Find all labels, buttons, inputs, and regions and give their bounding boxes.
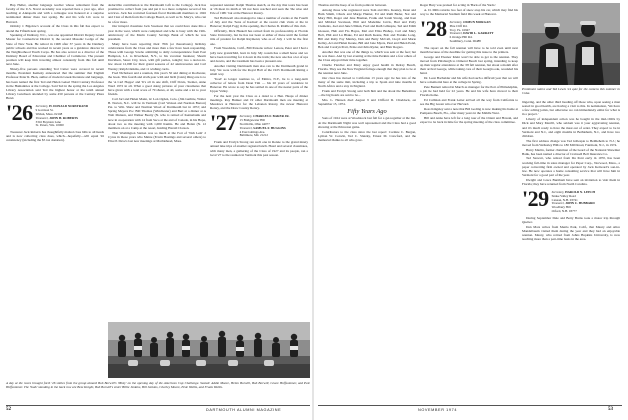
address-line: Troy, Pa. 16947 [449, 27, 470, 32]
class-header-1929 [522, 186, 620, 214]
paragraph: Bill and Anna have left for a long tour of the Orient and Hawaii, and expect to be back in time for the spring meeting of the class committee. [420, 115, 518, 125]
paragraph: Ted Stewart, who retired from Du Pont early in 1970, has been working full-time in sales manager for Paper Corp., Norwood, Mass., a paper converting firm owned and operated by Jack Kenward's son-in-law. He now operates a home consulting service that will have him in Vermont for a good part of the year. [522, 156, 620, 178]
paragraph: Hap Heller, another language teacher whose retirement from the faculty of the U.S. Naval Academy was reported here a year ago, after teaching at Annapolis and with a colleague was honored at a surprise testimonial dinner there last spring. He and his wife Lib were in Harvard. [6, 3, 104, 24]
photo-caption: A day at the races brought forth '26 smiles from the group aboard Bob Borwill's 'Misty' on the opening day of the American Cup Challenge. Seated: Addie Moore, Helen Borwill, Bob Borwill, Grace Hoffsommer, and Pete Hoffsommer. The 'Suds' standing in the back row are Bess Knight, Bob Borwill's sister Billie Jenkins, Bill Jenkins, Charley Moore, Elsie Wallis, and Frank Wallis. [6, 381, 310, 390]
address-line: Stormville, Ohio 44077 [239, 122, 270, 127]
paragraph: Treasurer Jack Roberts has thoughtfully mailed class bills to all heads and is now collecting class dues, which—hopefully—will equal '26 consistency (including the $5 tax donation). [6, 130, 104, 143]
paragraph: Ross Kingsley sent a note that Bill Goding is now making his home at Pompano Beach, Fla., after many years in the Middle West. [420, 107, 518, 116]
treasurer-label: Treasurer, [239, 125, 253, 130]
class-officers [450, 19, 494, 44]
paragraph: Ormsby J. Bigelow's account of the Class in this fall has expect to attend the Fiftieth next spring. [6, 24, 104, 33]
treasurer-label: Treasurer, [35, 115, 49, 120]
treasurer-name: JOHN H. ROBERTS [49, 115, 79, 120]
paragraph: requested reunion: Ralph Thomas sketch, as the day that tours has been at '26 meet its ninth at '26 not have reached and seen the 'the wise and Erle of 1981' but at the Hanover Rotary. [210, 3, 308, 16]
photo-caption: Prominent native and Ted Lewis '24 quiz for the camera this summer in Cuba. [522, 87, 620, 96]
paragraph: Charlie Fletcher and Mary enjoy good health in Delray Beach, Florida. They see the New England foliage enough that they plan to be at the reunion next June. [318, 62, 416, 76]
secretary-name: HAROLD N. LEECH [565, 190, 595, 195]
secretary-label: Secretary, [449, 20, 463, 25]
running-head: NOVEMBER 1974 [418, 407, 458, 412]
secretary-name: CHARLES F. BAKER JR. [253, 114, 290, 119]
address-line: Orford, N.H. 03777 [551, 209, 577, 214]
page-gutter [312, 0, 314, 420]
paragraph: Ted Hallowell also managed to take a number of events at the Fourth of July and the 'Sons of Kedron' at the recent club visits at the in Hanover; Ralph Fogg in the opening, the Charles D. Riddle of this club. [210, 16, 308, 29]
paragraph: Another visiting Dartmouth man also ran to the Dartmouth grand in July. We were with for the Royal Hall of the 1925 Dartmouth Rating a small way. [210, 63, 308, 76]
paragraph: That Washington Station was so much at the Fort of 'Nah Lem' 2 Cyrus in those years who Maine (Erwin Hastings and several others) to Eliot P. Dave's last new meetings at Marblehead, Mass. [108, 130, 206, 143]
paragraph: Dr. Leon Bachelder and his wife had such a difficult year that we will have a memorial here at the college in Spring. [420, 76, 518, 85]
treasurer-label: Treasurer, [551, 201, 565, 206]
paragraph: Ed Cullinan and Frank Leiter arrived all the way from California to see the Big Green win over Harvard. [420, 98, 518, 107]
paragraph: During September Dale and Betty Burns took a motor trip through Quebec. [522, 215, 620, 225]
address-line: Snake Valley Road [551, 193, 576, 198]
secretary-name: H. DONALD NORSTRAND [49, 104, 89, 109]
paragraph: Carl Jarl and Helen Mann, tic Lon Ogden, Colo. (Jim Guthrie, Walter B. Norton, N.C. will be in Vermont (Carl Watson and Norman Barron) Pat. to Wm. Shaw and Norman Wood of Dartmouth but in 1972; and Spring Meyers Pa.: Bill Thomas (Winchester) and Bert at a dinner at A Walt Manton, and Walker Beatty (N. who is retired of Kennebunk and now in cooperation with 14 from Saco at the end of Canada, in his Hope, about two as the meeting with 1,000 Kumis. He and Helen (N. 12 members on at a Camp at the resort, holding Harald Clarson. [108, 96, 206, 130]
class-year: '29 [522, 186, 549, 212]
class-header-1927 [210, 110, 308, 138]
address-line: 3316 Boynton Lane [35, 119, 61, 124]
secretary-label: Secretary, [239, 114, 253, 119]
paragraph: Frank and Evelyn Strong sent both him and me about the Berkshires—the big hotels are said to be... [318, 89, 416, 98]
address-line: Pine Cliff Rd. [449, 23, 468, 28]
address-line: 9 Garrison St. [35, 108, 54, 113]
footer-rule [6, 405, 310, 406]
footer-rule [318, 405, 622, 406]
page-number: 53 [608, 407, 613, 412]
address-line: St. Peters, Wis. 10000 [35, 123, 64, 128]
left-column-3 [210, 3, 308, 321]
class-header-1926 [6, 100, 104, 128]
page-number: 52 [6, 407, 11, 412]
right-column-2 [420, 3, 518, 403]
paragraph: Another that was one of the things to, which was sent at the feet; but he was there. And by last evening at the time Perkins and a few others of the Class enjoyed their time together. [318, 49, 416, 63]
class-year: '28 [420, 16, 447, 42]
right-column-3 [522, 100, 620, 400]
class-header-1928 [420, 16, 518, 44]
paragraph: A. D. Mills returns two feet of snow atop his car, which may find his way to the Memorial Stadium field this week at Hanover. [420, 7, 518, 16]
paragraph: Thomas and the hoop of us from points in between. [318, 3, 387, 7]
paragraph: Liberty of independent action was he bought in the mid-1920s by Dick and Mary Merrill, who seldom was it your aggravating reunion, and it's much ready to have the meat out of order. They expect to be in Vermont and N.J., and eight months in Bethlehem, N.J., and have two children. [522, 117, 620, 138]
paragraph: Officially, Dick Haskell has retired from its professorship at Florida State University, but he has not been at either of these until the formal title of prudent for Ralph Raymond, who as of July 1 will be the first one. [210, 29, 308, 46]
treasurer-name: SAMUEL F. HUGGINS [253, 125, 286, 130]
photo-cuba [522, 3, 620, 85]
paragraph: Harry Martin, former chairman of the board of the National Shawmut Bank, has been named a director of Cranwell Bell Insurance Co. [522, 147, 620, 156]
paragraph: Pete Bennett retired in March as manager for the Port of Philadelphia, a job he had held for 22 years. He and his wife have moved to their Florida home. [420, 85, 518, 98]
secretary-name: OSMUN MORGAN [463, 20, 491, 25]
paragraph: Roger Bury was praised for acting in 'Back of the Yards.' [420, 3, 497, 7]
address-line: Baltimore, Md. 21212 [239, 133, 268, 138]
paragraph: Our class has moved to California 13 years ago: he has lots of the many of the same mitt, including a trip to Spain and nine months in North Africa and a stay in England. [318, 76, 416, 89]
paragraph: The report on the fall reunion will have to be told even until next month because of the deadline for getting this issue to the printers. [420, 45, 518, 54]
running-head: DARTMOUTH ALUMNI MAGAZINE [206, 407, 282, 412]
class-year: '27 [210, 110, 237, 136]
paragraph: Speaking of Danbury, N.C., was one appointed District Deputy Grand Master for Connecticut District 9, the second Masonic Lodge of the State of New York. He retired in 1968 after 37 years in the Danbury public schools and has worked in recent years as a guidance director in the Neighborhood Youth Corps. He has also served as a director of the Danbury Board of Education and Chamber of Commerce. The present position will keep him traveling almost constantly from this fall until next June. [6, 33, 104, 67]
paragraph: Fred Nicholson and a reunion, this year's 50 and dining at Rochester, the book. This fourth and sixth-year with and birth (Glen) thing one is to the 'A Carl Hoppe' and 'It's all in one shift, Cliff Davis, Steiner, Anne Ward 1972 in all. What a good doing pictures of your classmates that have given with a total score of 79 shares, at all, some and a lot to your friends. [108, 71, 206, 97]
address-line: Waban, Mass. 02168 [35, 111, 63, 116]
paragraph: Mrs. L. Hansen died August 9 and Clifford D. Chaddock, on September 15, 1974. [318, 98, 416, 107]
paragraph: Many have been reporting their 70th (or thereabouts) birthday celebrations from the Class and more than a few have been responding. Those with George Sawbo admitting to daily correspondence from East Hampton, L.I. to Riverhead, N.Y., to his vacation business; Shorm Davidson, Sioux City, Iowa, with gift parties, tonight; two a doctor-in-law about 12,000 for their grand seasons of 42 anniversaries and Carl Wesley; Ralph Oatkins, and 11 wishing cards. [108, 41, 206, 71]
left-column-1 [6, 3, 104, 401]
paragraph: For the next year the Class as a dated to a Hen. Heaps of dinner meetings. Roy Bunker and 19 other Dartmouth men are meeting at Meadows at Hanover for the Lebanon Rotary, the newer Hanover Rotary, and the Drew County Rotary. [210, 93, 308, 111]
section-heading: Fifty Years Ago [347, 108, 387, 116]
address-line: 15 Bridgewater Hill [239, 118, 266, 123]
paragraph: Our intrepid classmate Jack Swenson that we could have done this a year in the west, which were completed and who is busy with the 19th-anniversary of the Marin County Savings Bank of which he was president. [108, 24, 206, 41]
secretary-label: Secretary, [551, 190, 565, 195]
secretary-label: Secretary, [35, 104, 49, 109]
address-line: 6 Orange Hill Rd. [449, 35, 473, 40]
address-line: Southbury, Conn. 06488 [449, 39, 481, 44]
treasurer-name: JOHN C. HUBBARD [565, 201, 595, 206]
paragraph: The first address change was Ted Gillespie to Bethlehem to N.J.; he moved from Wellesley Hills to 180 Mill Road, Fairmont, N.J., in 1974. [522, 138, 620, 147]
class-officers [240, 113, 290, 138]
address-line: Canaan, N.H. 03741 [551, 197, 578, 202]
paragraph: 'Toad' as longer routines to, of Elmira, N.Y., he is a long-term collector of letters from Dean Tim — his 20 years of residence in Hanover. He wrote to say he has settled in one of the neater parts of the Upper Valley. [210, 76, 308, 94]
class-officers [36, 103, 88, 128]
address-line: 4 East Gittings Ave. [239, 129, 266, 134]
paragraph: Contributors to the class since the last report: Corinne C. Bergan, Lyman W. Corwin, Ted C. Slutzky, Ernest M. Crawford, and the memorial thanks to all who gave. [318, 129, 416, 142]
left-page [6, 0, 310, 420]
paragraph: Among those who registered were Tom and Mrs. Keeney, Dean and Ham Smith, Chuck and Marge Hunter, Ed and Ruth Bader, Nat and Mary Hill, Roger and Jane Braman, Frank and Sarah Strong, and Ken and Mildred Swanson, Phil and Madeline Jarvis, Bud and Polly Clements, Joel and June Ullman, Fred and Ruth Gillespie, Ted and Edith Gleason, Hub and Flo Hayes, Mel and Eliza Bishop, Carl and Mary Holt, Phil and Lu Blake, Ed and Ruth Keane, Bob and Frankie Long, Bill and Ruby Fay Manley, Dan and Betty McCall, Lloyd and Marie Kelley, Art and Helen Keane, Bill and Jane Myers, Paul and Helen Pond, Ben and Carolyn Pratt, Ernie and Julia Ryder, and Blair Rogers. [318, 7, 416, 50]
treasurer-name: DAVID L. GARRATT [463, 31, 494, 36]
paragraph: Frank and Evelyn Strong ran such one in Ronne to the grand ninety annual lake trips of another regional lunch. Hotel and several classmates, with many men, a gathering of the Class of 1927 and its people, ran a local '27 to the reunion in Vermont this past season. [210, 140, 308, 157]
class-officers [552, 189, 595, 214]
paragraph: George and Eleanor Klein won't be able to get to the reunion. They moved from Pittsburgh to Ormond Beach last spring, intending to keep up their regular attendance at the '28 fall reunion, but about a month after their arrival George, while taking care of their Georgia oak, wounded his hand. [420, 54, 518, 76]
address-line: Woodbury Hill [551, 205, 571, 210]
paragraph: Dwight and Grace Burnham have sent an invitation to visit them in Florida; they have returned from North Carolina. [522, 177, 620, 186]
left-column-2 [108, 3, 206, 321]
paragraph: lingering, and the other third heading off those who, upon seeing a man seated in good health, are having a visit to this. In nomination, 'We have a few aching joints, but otherwise we can immediately enlist for what is in a project.' [522, 100, 620, 117]
paragraph: From Woodside, Calif., Bill Parsons writes: Lenore, Peter and I had a jolly new grandchild, born in July. My cousin has a small horse and we have been travelling for it down in the trails; the new one has a lot of ups and downs, and the treatment has been a pleasant one. [210, 46, 308, 63]
class-year: '26 [6, 100, 33, 126]
paragraph: deductible contribution to the Dartmouth Gift to the College). Jack has promised to collect from you and put it to a more complete record of his services. Jack has recruited fourteen fiscal Dartmouth members to 1926 and I last of them from the College Board, as well as St. Mary's, who can be a few more. [108, 3, 206, 24]
class-photo-sailboat [108, 322, 310, 378]
right-page [318, 0, 622, 420]
paragraph: Ninety-five persons attending Ted Cutter were covered in recent months. President Kemeny announced that the summer that English Professor Peter R. Bien, author of modern Greek literature and language, has been named the first Ted and Helen Geisel Third Century Professor in the Humanities at the College. Said Ted in the spring the Los Angeles Library Association said Ted the highest honor at the tenth annual Library Luncheon attended by some 450 persons at the Century Plaza Hotel. [6, 67, 104, 101]
right-column-1 [318, 3, 416, 403]
paragraph: Sons of 1924 were at Woodstock last fall for a get-together at the Inn. At the Dartmouth Night was well represented and the Class had a good showing at the Princeton game. [318, 116, 416, 129]
paragraph: Dan Mars writes from Menlo Park, Calif., that Maury and Alice Mandelbaum visited them during the year and they had an enjoyable reunion. Maury, who retired from Johns Hopkins University, is now teaching more than a part-time basis in the area. [522, 224, 620, 242]
treasurer-label: Treasurer, [449, 31, 463, 36]
